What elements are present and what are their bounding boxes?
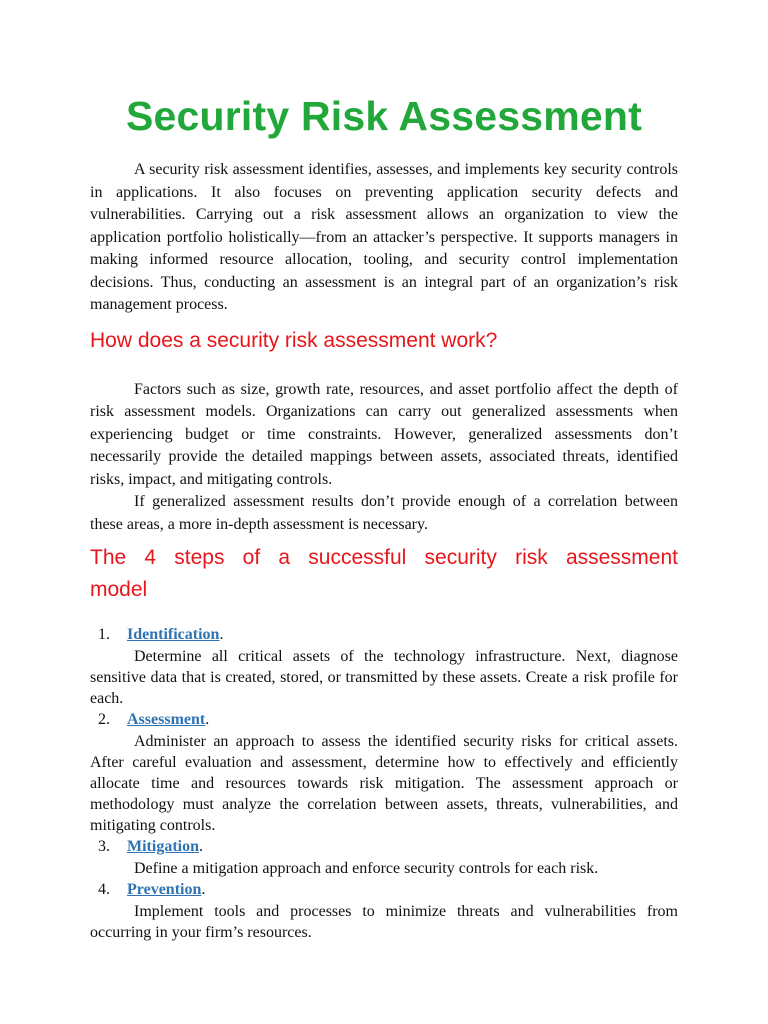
document-title: Security Risk Assessment bbox=[125, 93, 643, 139]
step-link-prevention[interactable]: Prevention bbox=[127, 881, 202, 899]
step-description: Define a mitigation approach and enforce security controls for each risk. bbox=[134, 860, 599, 878]
step-description: Administer an approach to assess the identified security risks for critical assets. After careful evaluation and assessment, determine how to effectively and efficiently allocate time and resources towards risk mitigation. The assessment approach or methodology must analyze the correlation between assets, threats, vulnerabilities, and mitigating controls. bbox=[90, 733, 678, 835]
list-item: 3. Mitigation. Define a mitigation approach and enforce security controls for each risk. bbox=[90, 836, 678, 879]
step-number: 4. bbox=[98, 881, 110, 899]
step-number: 1. bbox=[98, 626, 110, 644]
step-description: Determine all critical assets of the technology infrastructure. Next, diagnose sensitive data that is created, stored, or transmitted by these assets. Create a risk profile for each. bbox=[90, 648, 678, 708]
step-link-mitigation[interactable]: Mitigation bbox=[127, 838, 199, 856]
step-link-identification[interactable]: Identification bbox=[127, 626, 220, 644]
step-number: 3. bbox=[98, 838, 110, 856]
list-item: 1. Identification. Determine all critical assets of the technology infrastructure. Next, diagnose sensitive data that is created, stored, or transmitted by these assets. Create a risk profile for each. bbox=[90, 626, 678, 708]
how-it-works-paragraph-1: Factors such as size, growth rate, resources, and asset portfolio affect the depth of risk assessment models. Organizations can carry out generalized assessments when experiencing budget or time constraints. However, generalized assessments don’t necessarily provide the detailed mappings between assets, associated threats, identified risks, impact, and mitigating controls. bbox=[90, 380, 678, 488]
steps-list bbox=[90, 624, 678, 943]
intro-paragraph: A security risk assessment identifies, assesses, and implements key security controls in applications. It also focuses on preventing application security defects and vulnerabilities. Carrying out a risk assessment allows an organization to view the application portfolio holistically—from an attacker’s perspective. It supports managers in making informed resource allocation, tooling, and security control implementation decisions. Thus, conducting an assessment is an integral part of an organization’s risk management process. bbox=[90, 161, 678, 314]
step-number: 2. bbox=[98, 711, 110, 729]
section-heading-four-steps: The 4 steps of a successful security risk assessment model bbox=[90, 546, 678, 602]
document-page bbox=[90, 92, 678, 943]
how-it-works-paragraph-2: If generalized assessment results don’t provide enough of a correlation between these areas, a more in-depth assessment is necessary. bbox=[90, 493, 678, 533]
list-item: 4. Prevention. Implement tools and processes to minimize threats and vulnerabilities from occurring in your firm’s resources. bbox=[90, 881, 678, 942]
list-item: 2. Assessment. Administer an approach to assess the identified security risks for critical assets. After careful evaluation and assessment, determine how to effectively and efficiently allocate time and resources towards risk mitigation. The assessment approach or methodology must analyze the correlation between assets, threats, vulnerabilities, and mitigating controls. bbox=[90, 711, 678, 835]
step-link-assessment[interactable]: Assessment bbox=[127, 711, 206, 729]
step-description: Implement tools and processes to minimize threats and vulnerabilities from occurring in your firm’s resources. bbox=[90, 903, 678, 942]
section-heading-how-it-works: How does a security risk assessment work? bbox=[90, 328, 498, 352]
